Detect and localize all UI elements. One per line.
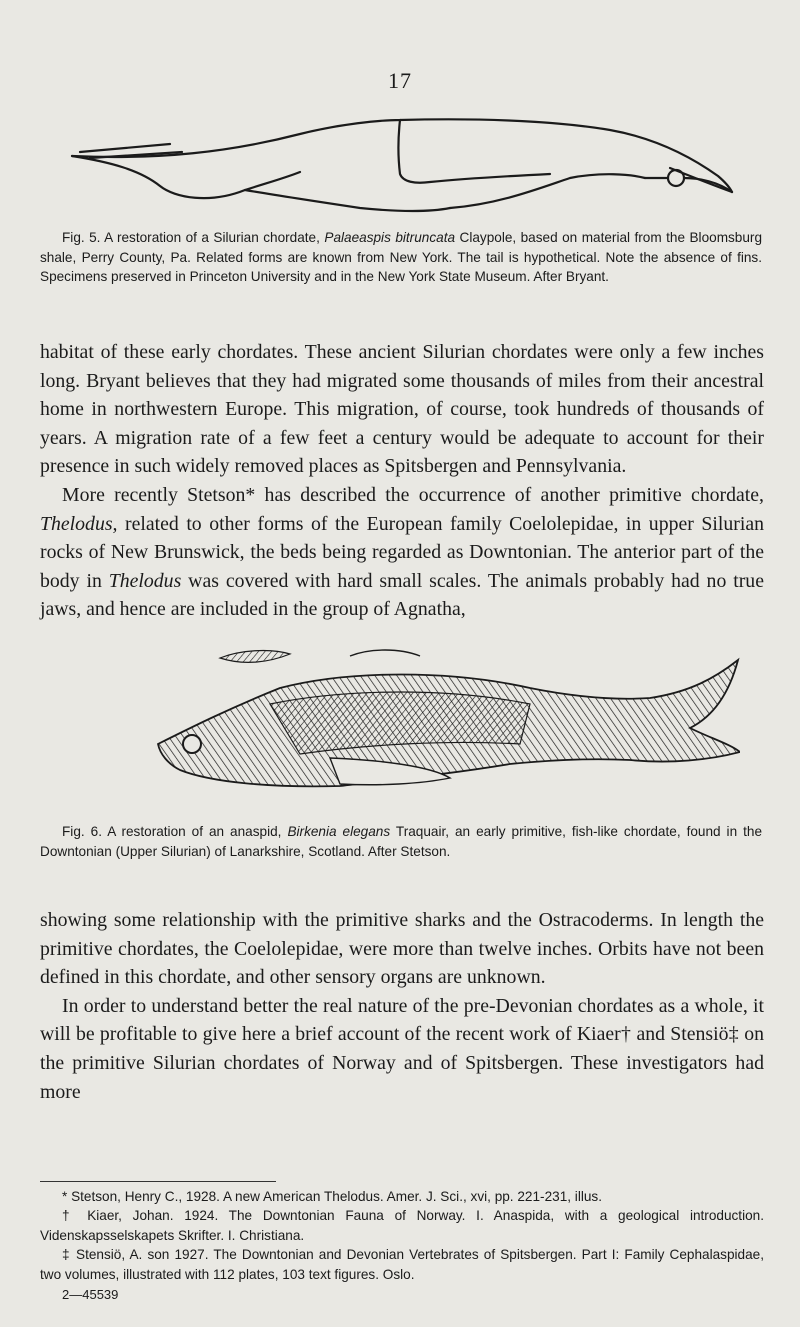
paragraph-2 <box>40 481 764 624</box>
paragraph-4: In order to understand better the real nature of the pre-Devonian chordates as a whole, it will be profitable to give here a brief account of the recent work of Kiaer† and Stensiö‡ on the primitive Silurian chordates of Norway and of Spitsbergen. These investigators had more <box>40 994 764 1103</box>
figure-5-illustration <box>70 112 750 218</box>
figure-5-label: Fig. 5. <box>62 230 101 245</box>
body-text-lower <box>40 906 764 1106</box>
figure-5-taxon: Palaeaspis bitruncata <box>324 230 456 245</box>
figure-6-label: Fig. 6. <box>62 824 102 839</box>
footnote-kiaer: † Kiaer, Johan. 1924. The Downtonian Fauna of Norway. I. Anaspida, with a geological introduction. Videnskapsselskapets Skrifter. I. Christiana. <box>40 1208 764 1243</box>
figure-5-caption <box>40 228 762 287</box>
figure-5-caption-text: A restoration of a Silurian chordate, <box>104 230 320 245</box>
footnote-stensio: ‡ Stensiö, A. son 1927. The Downtonian and Devonian Vertebrates of Spitsbergen. Part I: Family Cephalaspidae, two volumes, illustrated with 112 plates, 103 text figures. Oslo. <box>40 1247 764 1282</box>
body-text-upper <box>40 338 764 624</box>
figure-6-caption-text: A restoration of an anaspid, <box>107 824 282 839</box>
taxon-thelodus-1: Thelodus, <box>40 512 118 535</box>
taxon-thelodus-2: Thelodus <box>108 569 182 592</box>
paragraph-2-part-1: More recently Stetson* has described the occurrence of another primitive chordate, <box>62 483 764 506</box>
paragraph-2-part-3: was covered with hard small scales. The animals probably had no true jaws, and hence are included in the group of Agnatha, <box>40 569 764 621</box>
figure-6-taxon: Birkenia elegans <box>287 824 391 839</box>
figure-6-caption <box>40 822 762 861</box>
footnote-stetson: * Stetson, Henry C., 1928. A new American Thelodus. Amer. J. Sci., xvi, pp. 221-231, illus. <box>62 1189 602 1204</box>
footnote-divider <box>40 1181 276 1182</box>
paragraph-2-part-2: related to other forms of the European family Coelolepidae, in upper Silurian rocks of New Brunswick, the beds being regarded as Downtonian. The anterior part of the body in <box>40 512 764 592</box>
page-number: 17 <box>388 68 412 93</box>
printer-signature: 2—45539 <box>62 1287 119 1302</box>
figure-6-illustration <box>150 648 740 808</box>
footnotes <box>40 1187 764 1284</box>
paragraph-1: habitat of these early chordates. These ancient Silurian chordates were only a few inches long. Bryant believes that they had migrated some thousands of miles from their ancestral home in northwestern Europe. This migration, of course, took hundreds of thousands of years. A migration rate of a few feet a century would be adequate to account for their presence in such widely removed places as Spitsbergen and Pennsylvania. <box>40 341 764 478</box>
figure-5-caption-rest: Claypole, based on material from the Bloomsburg shale, Perry County, Pa. Related forms are known from New York. The tail is hypothetical. Note the absence of fins. Specimens preserved in Princeton University and in the New York State Museum. After Bryant. <box>40 230 763 284</box>
figure-6-caption-rest: Traquair, an early primitive, fish-like chordate, found in the Downtonian (Upper Silurian) of Lanarkshire, Scotland. After Stetson. <box>40 824 762 859</box>
paragraph-3: showing some relationship with the primitive sharks and the Ostracoderms. In length the primitive chordates, the Coelolepidae, were more than twelve inches. Orbits have not been defined in this chordate, and other sensory organs are unknown. <box>40 909 764 989</box>
